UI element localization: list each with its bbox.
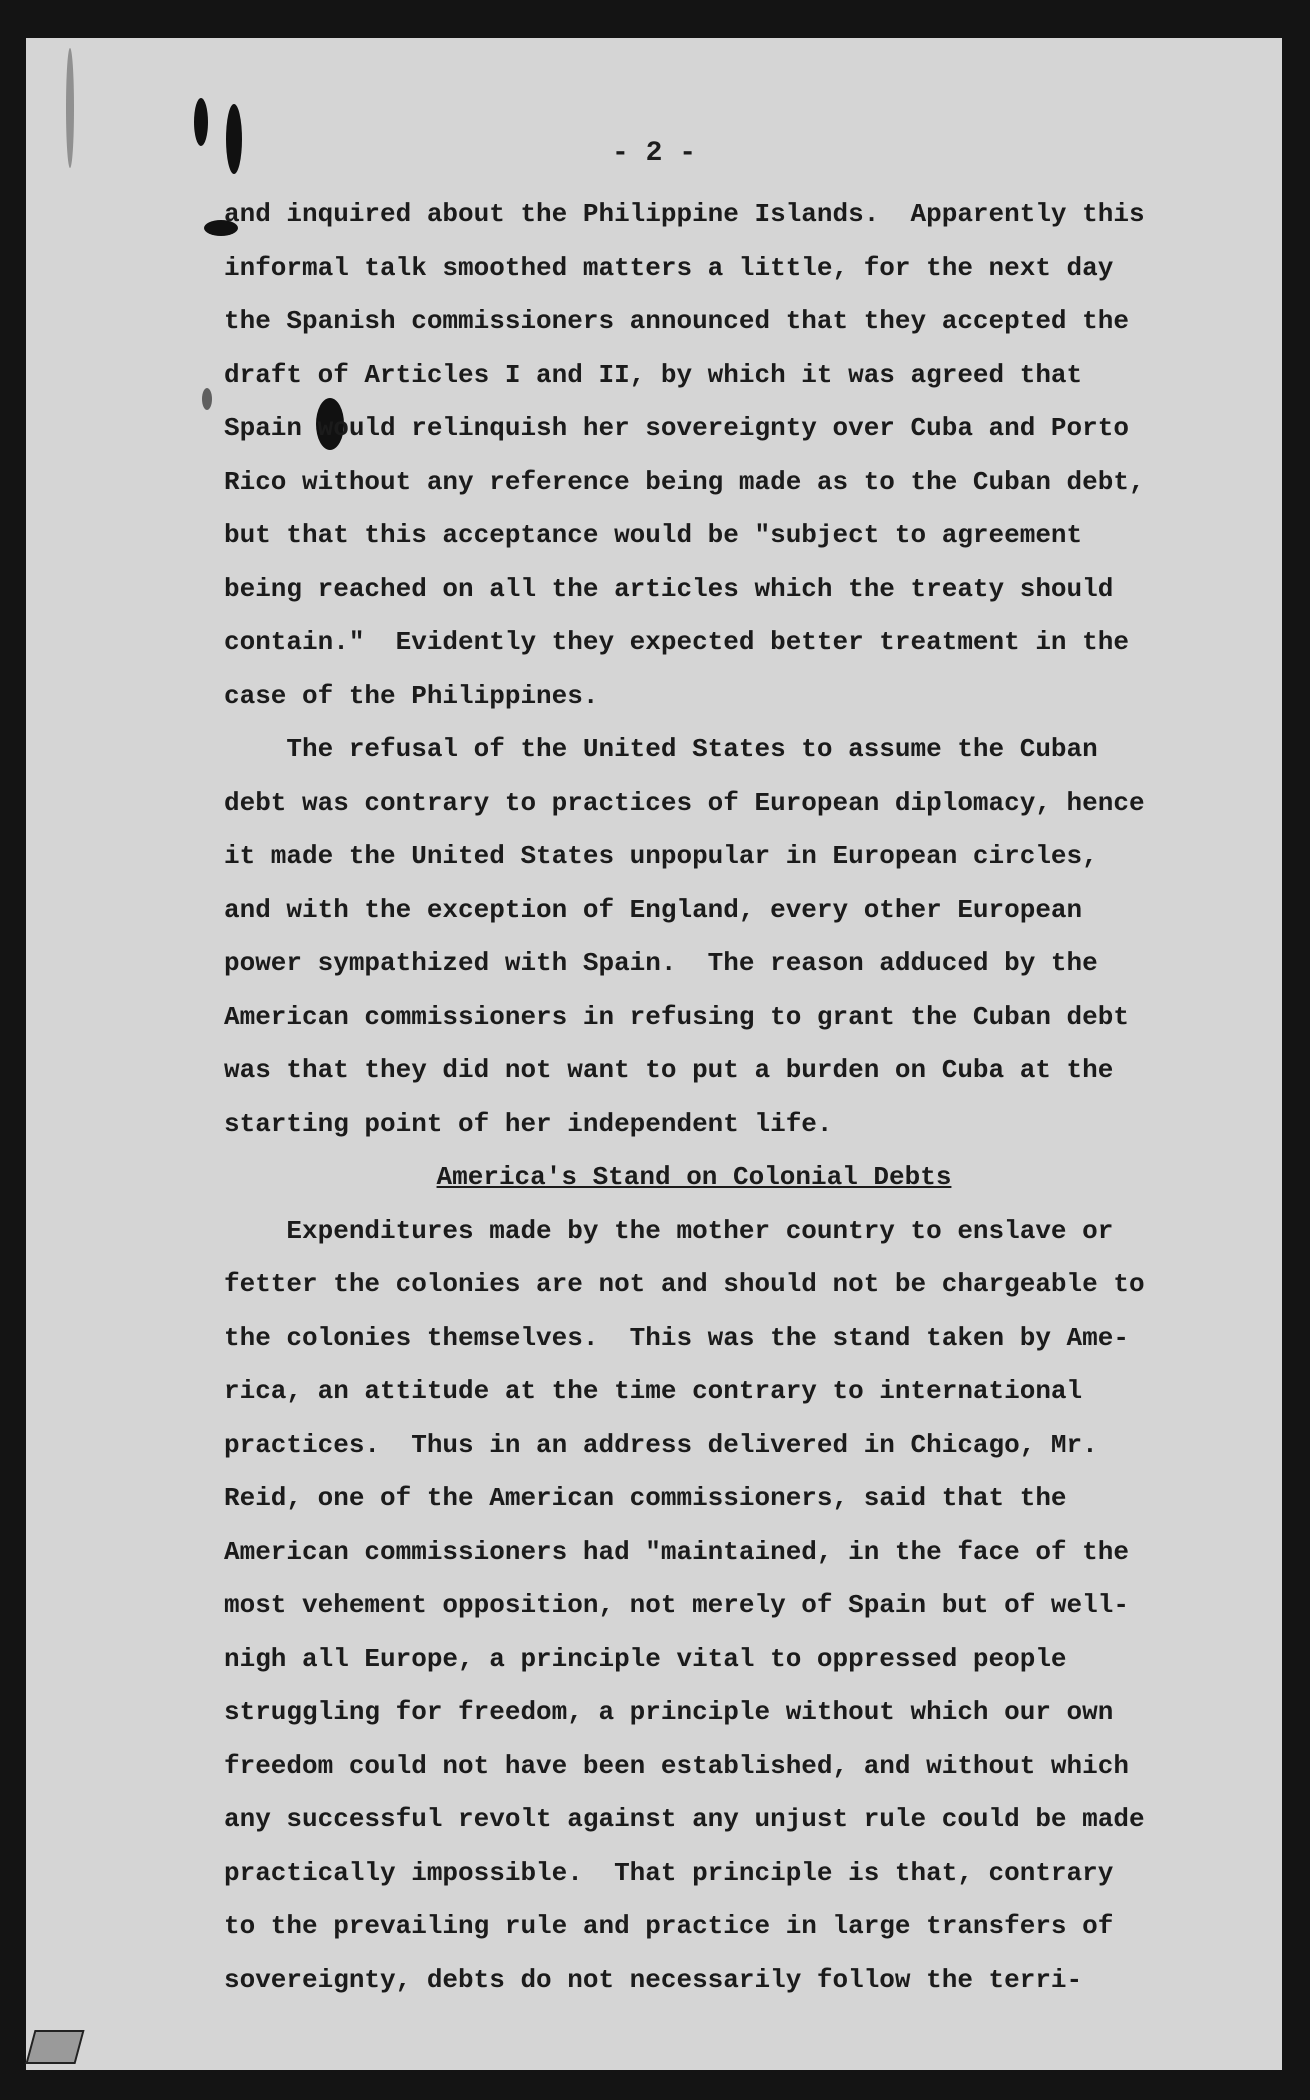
text-line: rica, an attitude at the time contrary to international (224, 1376, 1083, 1406)
text-line: The refusal of the United States to assume the Cuban (224, 734, 1098, 764)
text-line: being reached on all the articles which the treaty should (224, 573, 1114, 604)
page-number: - 2 - (611, 138, 696, 169)
text-line: the Spanish commissioners announced that they accepted the (224, 306, 1129, 336)
text-line: case of the Philippines. (224, 680, 599, 711)
text-line: contain." Evidently they expected better treatment in the (224, 627, 1129, 657)
text-line: to the prevailing rule and practice in large transfers of (224, 1911, 1114, 1941)
text-line: fetter the colonies are not and should not be chargeable to (224, 1269, 1145, 1299)
text-line: struggling for freedom, a principle without which our own (224, 1697, 1114, 1727)
text-line: and inquired about the Philippine Islands. Apparently this (224, 199, 1145, 229)
text-line: American commissioners had "maintained, in the face of the (224, 1536, 1129, 1567)
text-line: and with the exception of England, every other European (224, 894, 1083, 925)
text-line: Rico without any reference being made as to the Cuban debt, (224, 466, 1145, 497)
ink-stain (202, 388, 212, 410)
text-line: American commissioners in refusing to grant the Cuban debt (224, 1001, 1129, 1032)
text-line: nigh all Europe, a principle vital to oppressed people (224, 1643, 1067, 1674)
text-line: Reid, one of the American commissioners, said that the (224, 1483, 1067, 1513)
text-line: informal talk smoothed matters a little, for the next day (224, 252, 1114, 283)
text-line: most vehement opposition, not merely of Spain but of well- (224, 1590, 1129, 1620)
text-line: sovereignty, debts do not necessarily follow the terri- (224, 1964, 1083, 1995)
text-line: the colonies themselves. This was the stand taken by Ame- (224, 1322, 1129, 1353)
text-line: Expenditures made by the mother country to enslave or (224, 1215, 1114, 1246)
text-line: but that this acceptance would be "subject to agreement (224, 520, 1083, 550)
paragraph-3 (224, 1205, 1204, 2008)
text-line: debt was contrary to practices of European diplomacy, hence (224, 787, 1145, 818)
text-line: it made the United States unpopular in European circles, (224, 841, 1098, 871)
text-line: any successful revolt against any unjust rule could be made (224, 1804, 1145, 1834)
text-line: draft of Articles I and II, by which it was agreed that (224, 359, 1083, 390)
paragraph-1 (224, 188, 1204, 723)
text-line: Spain would relinquish her sovereignty over Cuba and Porto (224, 413, 1129, 443)
text-line: practically impossible. That principle is that, contrary (224, 1857, 1114, 1888)
text-line: starting point of her independent life. (224, 1108, 833, 1139)
page-corner-fold (25, 2030, 84, 2064)
text-line: freedom could not have been established, and without which (224, 1750, 1129, 1781)
document-page (26, 38, 1282, 2070)
text-line: practices. Thus in an address delivered in Chicago, Mr. (224, 1429, 1098, 1460)
text-line: power sympathized with Spain. The reason adduced by the (224, 948, 1098, 978)
paragraph-2 (224, 723, 1204, 1151)
text-line: was that they did not want to put a burden on Cuba at the (224, 1055, 1114, 1085)
document-body (224, 188, 1204, 2007)
section-heading: America's Stand on Colonial Debts (436, 1162, 952, 1192)
